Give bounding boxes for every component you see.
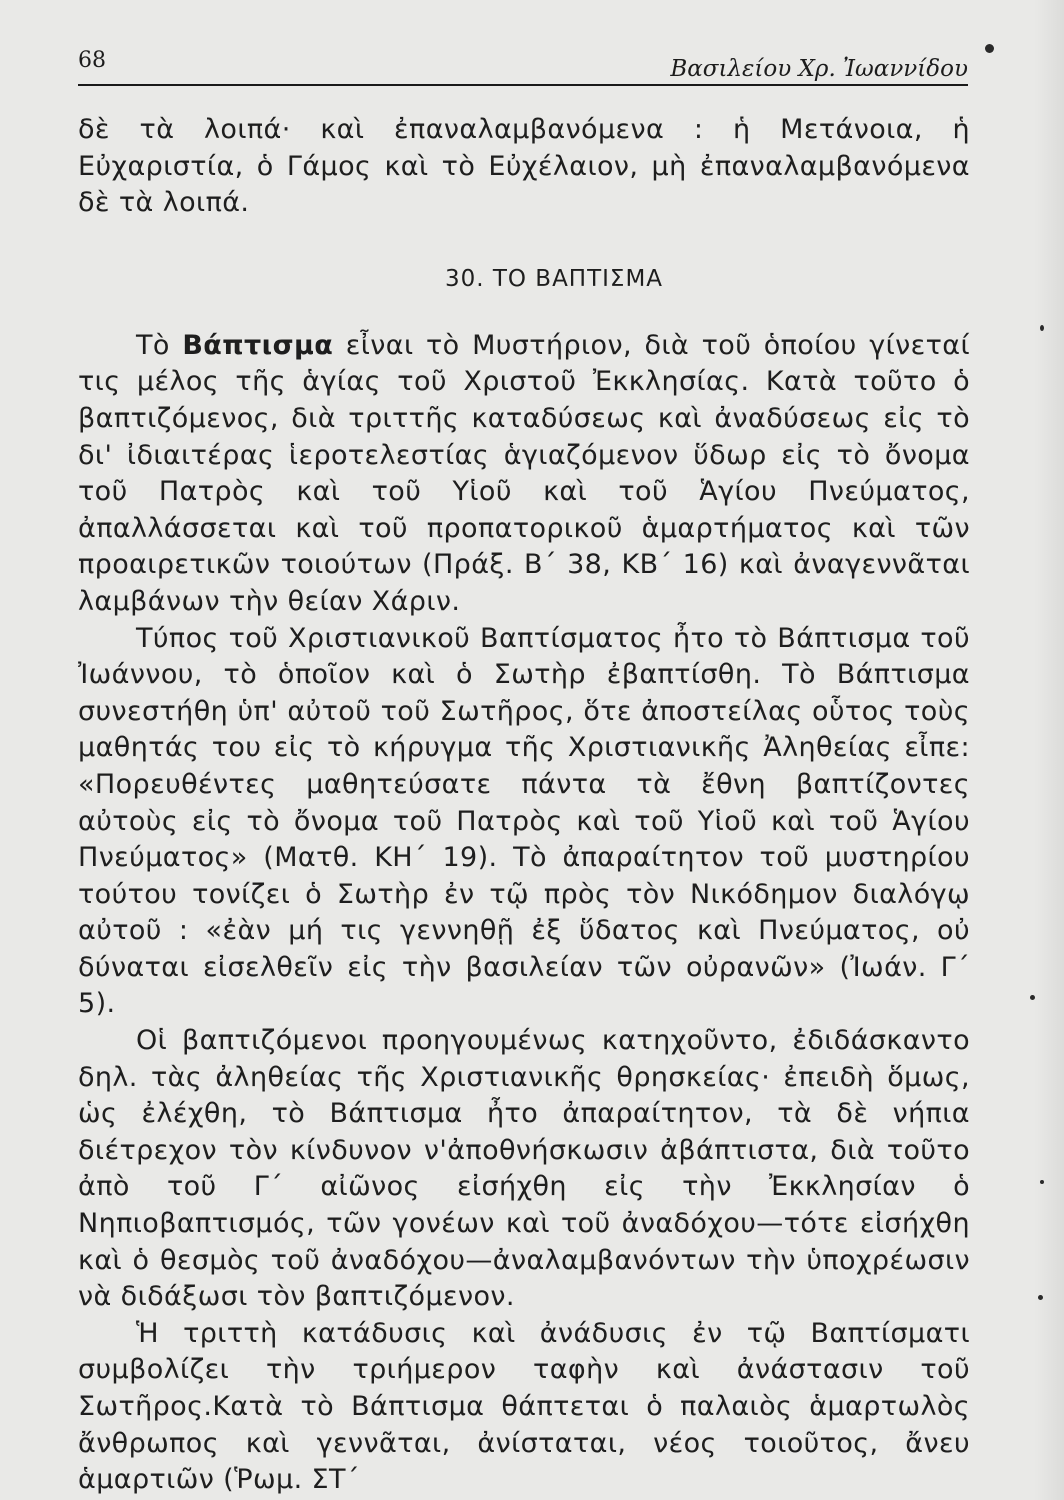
page-edge-shadow [1034,0,1064,1500]
term-baptism: Βάπτισμα [182,329,334,361]
intro-paragraph: δὲ τὰ λοιπά· καὶ ἐπαναλαμβανόμενα : ἡ Μετάνοια, ἡ Εὐχαριστία, ὁ Γάμος καὶ τὸ Εὐχέλαιον, μὴ ἐπαναλαμβανόμενα δὲ τὰ λοιπά. [78,114,970,219]
paragraph-2: Τύπος τοῦ Χριστιανικοῦ Βαπτίσματος ἦτο τὸ Βάπτισμα τοῦ Ἰωάννου, τὸ ὁποῖον καὶ ὁ Σωτὴρ ἐβαπτίσθη. Τὸ Βάπτισμα συνεστήθη ὑπ' αὐτοῦ τοῦ Σωτῆρος, ὅτε ἀποστείλας οὗτος τοὺς μαθητάς του εἰς τὸ κήρυγμα τῆς Χριστιανικῆς Ἀληθείας εἶπε: «Πορευθέντες μαθητεύσατε πάντα τὰ ἔθνη βαπτίζοντες αὐτοὺς εἰς τὸ ὄνομα τοῦ Πατρὸς καὶ τοῦ Υἱοῦ καὶ τοῦ Ἁγίου Πνεύματος» (Ματθ. ΚΗ΄ 19). Τὸ ἀπαραίτητον τοῦ μυστηρίου τούτου τονίζει ὁ Σωτὴρ ἐν τῷ πρὸς τὸν Νικόδημον διαλόγῳ αὐτοῦ : «ἐὰν μή τις γεννηθῇ ἐξ ὕδατος καὶ Πνεύματος, οὐ δύναται εἰσελθεῖν εἰς τὴν βασιλείαν τῶν οὐρανῶν» (Ἰωάν. Γ΄ 5). [78,622,970,1020]
page-header [78,44,968,86]
paragraph-1-rest: εἶναι τὸ Μυστήριον, διὰ τοῦ ὁποίου γίνεταί τις μέλος τῆς ἁγίας τοῦ Χριστοῦ Ἐκκλησίας. Κατὰ τοῦτο ὁ βαπτιζόμενος, διὰ τριττῆς καταδύσεως καὶ ἀναδύσεως εἰς τὸ δι' ἰδιαιτέρας ἱεροτελεστίας ἁγιαζόμενον ὕδωρ εἰς τὸ ὄνομα τοῦ Πατρὸς καὶ τοῦ Υἱοῦ καὶ τοῦ Ἁγίου Πνεύματος, ἀπαλλάσσεται καὶ τοῦ προπατορικοῦ ἁμαρτήματος καὶ τῶν προαιρετικῶν τοιούτων (Πράξ. Β΄ 38, ΚΒ΄ 16) καὶ ἀναγεννᾶται λαμβάνων τὴν θείαν Χάριν. [78,329,970,617]
page-number: 68 [78,48,106,73]
ink-speck [985,44,994,53]
ink-speck [1030,995,1035,1000]
body-text [78,112,970,1499]
ink-speck [1038,1295,1043,1300]
ink-speck [1040,1180,1044,1184]
paragraph-1-start: Τὸ [136,329,183,361]
section-heading: 30. ΤΟ ΒΑΠΤΙΣΜΑ [444,265,664,292]
ink-speck [1040,325,1044,331]
running-head: Βασιλείου Χρ. Ἰωαννίδου [670,56,968,82]
paragraph-3: Οἱ βαπτιζόμενοι προηγουμένως κατηχοῦντο, ἐδιδάσκαντο δηλ. τὰς ἀληθείας τῆς Χριστιανικῆς θρησκείας· ἐπειδὴ ὅμως, ὡς ἐλέχθη, τὸ Βάπτισμα ἦτο ἀπαραίτητον, τὰ δὲ νήπια διέτρεχον τὸν κίνδυνον ν'ἀποθνήσκωσιν ἀβάπτιστα, διὰ τοῦτο ἀπὸ τοῦ Γ΄ αἰῶνος εἰσήχθη εἰς τὴν Ἐκκλησίαν ὁ Νηπιοβαπτισμός, τῶν γονέων καὶ τοῦ ἀναδόχου—τότε εἰσήχθη καὶ ὁ θεσμὸς τοῦ ἀναδόχου—ἀναλαμβανόντων τὴν ὑποχρέωσιν νὰ διδάξωσι τὸν βαπτιζόμενον. [78,1025,970,1313]
paragraph-1 [78,328,970,621]
paragraph-4: Ἡ τριττὴ κατάδυσις καὶ ἀνάδυσις ἐν τῷ Βαπτίσματι συμβολίζει τὴν τριήμερον ταφὴν καὶ ἀνάστασιν τοῦ Σωτῆρος.Κατὰ τὸ Βάπτισμα θάπτεται ὁ παλαιὸς ἁμαρτωλὸς ἄνθρωπος καὶ γεννᾶται, ἀνίσταται, νέος τοιοῦτος, ἄνευ ἁμαρτιῶν (Ῥωμ. ΣΤ΄ [78,1317,970,1496]
